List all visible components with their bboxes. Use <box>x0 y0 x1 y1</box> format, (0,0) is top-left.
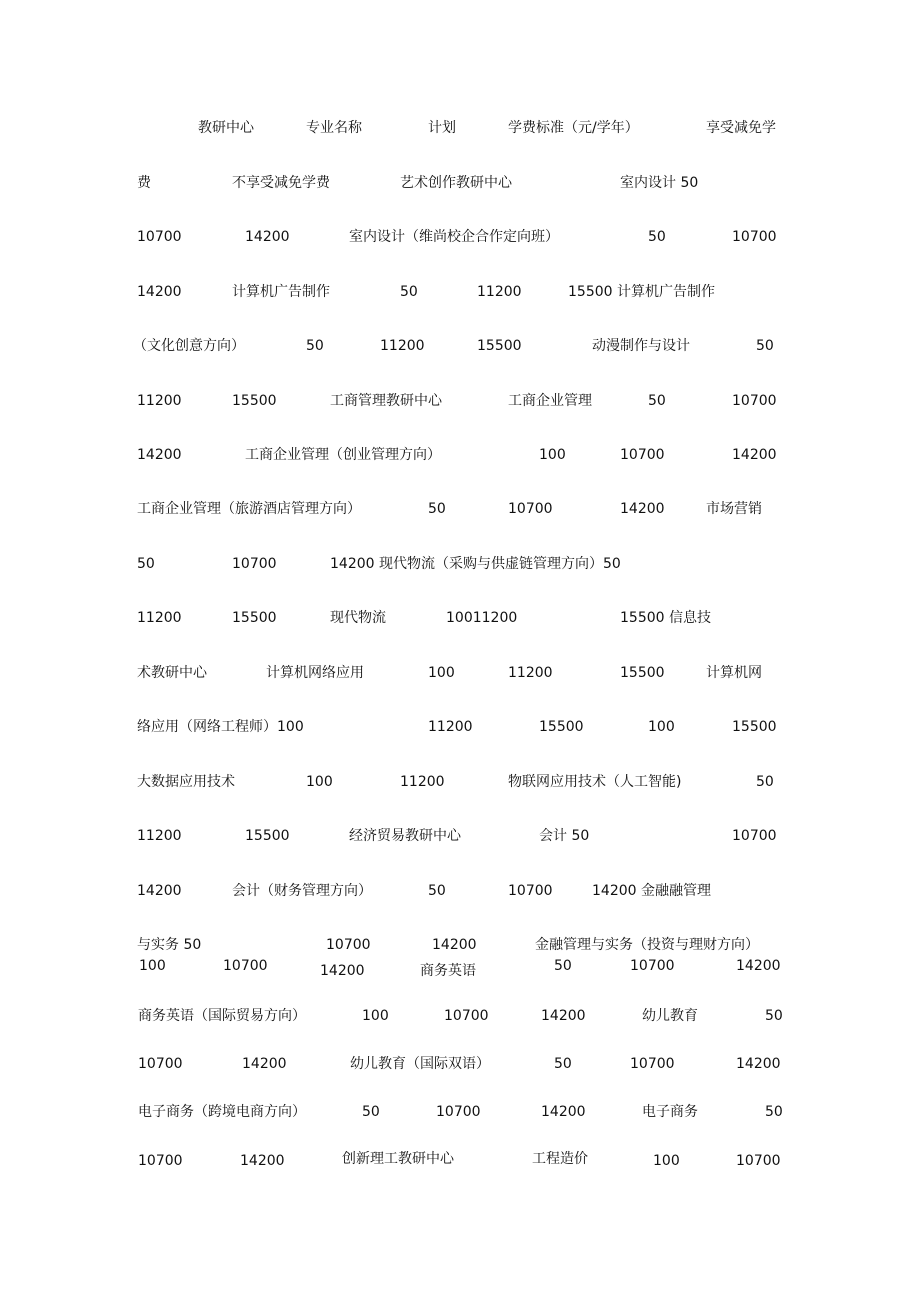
text-cell: 11200 <box>508 665 553 681</box>
text-cell: 10700 <box>138 1153 183 1169</box>
text-cell: 11200 <box>428 719 473 735</box>
text-cell: 电子商务 <box>642 1104 698 1120</box>
text-cell: 金融管理与实务（投资与理财方向） <box>535 937 759 953</box>
text-cell: 10700 <box>732 393 777 409</box>
text-cell: 络应用（网络工程师）100 <box>137 719 304 735</box>
text-cell: 14200 <box>137 284 182 300</box>
text-cell: 11200 <box>477 284 522 300</box>
text-cell: 10700 <box>436 1104 481 1120</box>
text-cell: 14200 <box>732 447 777 463</box>
text-cell: 电子商务（跨境电商方向） <box>138 1104 306 1120</box>
text-cell: 14200 <box>242 1056 287 1072</box>
text-cell: 术教研中心 <box>137 665 207 681</box>
text-cell: 50 <box>765 1008 783 1024</box>
text-cell: 15500 <box>477 338 522 354</box>
text-cell: 50 <box>428 501 446 517</box>
text-cell: 10700 <box>137 229 182 245</box>
text-cell: 15500 <box>732 719 777 735</box>
text-cell: 15500 <box>620 665 665 681</box>
text-cell: 100 <box>539 447 566 463</box>
text-cell: 50 <box>400 284 418 300</box>
text-cell: 不享受减免学费 <box>232 175 330 191</box>
text-cell: 14200 <box>137 883 182 899</box>
text-cell: 室内设计（维尚校企合作定向班） <box>349 229 559 245</box>
text-cell: 现代物流 <box>330 610 386 626</box>
text-cell: 11200 <box>137 393 182 409</box>
text-cell: 100 <box>139 958 166 974</box>
text-cell: 100 <box>362 1008 389 1024</box>
text-cell: 15500 计算机广告制作 <box>568 284 715 300</box>
text-cell: 10700 <box>508 883 553 899</box>
text-cell: 14200 <box>432 937 477 953</box>
text-cell: 工商企业管理 <box>508 393 592 409</box>
text-cell: 11200 <box>400 774 445 790</box>
text-cell: 11200 <box>137 610 182 626</box>
text-cell: 14200 <box>736 958 781 974</box>
text-cell: 50 <box>428 883 446 899</box>
text-cell: 15500 <box>232 610 277 626</box>
text-cell: 100 <box>306 774 333 790</box>
header-xuefei-biaozhun: 学费标准（元/学年） <box>508 120 639 136</box>
text-cell: 会计 50 <box>539 828 590 844</box>
text-cell: 幼儿教育（国际双语） <box>350 1056 490 1072</box>
text-cell: （文化创意方向） <box>133 338 245 354</box>
text-cell: 10700 <box>630 958 675 974</box>
text-cell: 50 <box>765 1104 783 1120</box>
text-cell: 50 <box>306 338 324 354</box>
text-cell: 14200 <box>541 1104 586 1120</box>
text-cell: 11200 <box>137 828 182 844</box>
text-cell: 大数据应用技术 <box>137 774 235 790</box>
text-cell: 14200 金融融管理 <box>592 883 711 899</box>
text-cell: 14200 <box>245 229 290 245</box>
text-cell: 10700 <box>326 937 371 953</box>
text-cell: 100 <box>653 1153 680 1169</box>
text-cell: 计算机网络应用 <box>266 665 364 681</box>
text-cell: 计算机网 <box>706 665 762 681</box>
text-cell: 艺术创作教研中心 <box>400 175 512 191</box>
text-cell: 15500 <box>539 719 584 735</box>
text-cell: 与实务 50 <box>137 937 202 953</box>
header-zhuanye-mingcheng: 专业名称 <box>306 120 362 136</box>
text-cell: 15500 信息技 <box>620 610 711 626</box>
text-cell: 10700 <box>736 1153 781 1169</box>
text-cell: 幼儿教育 <box>642 1008 698 1024</box>
text-cell: 50 <box>554 1056 572 1072</box>
text-cell: 50 <box>756 774 774 790</box>
header-jihua: 计划 <box>428 120 456 136</box>
text-cell: 10700 <box>138 1056 183 1072</box>
text-cell: 市场营销 <box>706 501 762 517</box>
text-cell: 14200 <box>320 963 365 979</box>
text-cell: 100 <box>648 719 675 735</box>
text-cell: 100 <box>428 665 455 681</box>
text-cell: 50 <box>648 393 666 409</box>
text-cell: 创新理工教研中心 <box>342 1151 454 1167</box>
text-cell: 14200 <box>541 1008 586 1024</box>
text-cell: 14200 <box>137 447 182 463</box>
text-cell: 10700 <box>508 501 553 517</box>
text-cell: 工商管理教研中心 <box>330 393 442 409</box>
text-cell: 10700 <box>732 229 777 245</box>
text-cell: 10011200 <box>446 610 518 626</box>
text-cell: 工商企业管理（旅游酒店管理方向） <box>137 501 361 517</box>
text-cell: 10700 <box>232 556 277 572</box>
text-cell: 14200 <box>620 501 665 517</box>
text-cell: 11200 <box>380 338 425 354</box>
text-cell: 工商企业管理（创业管理方向） <box>245 447 441 463</box>
text-cell: 15500 <box>232 393 277 409</box>
text-cell: 10700 <box>630 1056 675 1072</box>
text-cell: 10700 <box>223 958 268 974</box>
text-cell: 10700 <box>620 447 665 463</box>
text-cell: 费 <box>137 175 151 191</box>
text-cell: 10700 <box>444 1008 489 1024</box>
text-cell: 14200 <box>240 1153 285 1169</box>
text-cell: 10700 <box>732 828 777 844</box>
text-cell: 14200 现代物流（采购与供虚链管理方向）50 <box>330 556 621 572</box>
text-cell: 工程造价 <box>532 1151 588 1167</box>
text-cell: 50 <box>362 1104 380 1120</box>
text-cell: 50 <box>137 556 155 572</box>
text-cell: 15500 <box>245 828 290 844</box>
text-cell: 14200 <box>736 1056 781 1072</box>
text-cell: 会计（财务管理方向） <box>232 883 372 899</box>
text-cell: 室内设计 50 <box>620 175 699 191</box>
text-cell: 50 <box>554 958 572 974</box>
text-cell: 50 <box>756 338 774 354</box>
text-cell: 计算机广告制作 <box>232 284 330 300</box>
header-jiaoyan-zhongxin: 教研中心 <box>198 120 254 136</box>
text-cell: 商务英语 <box>420 963 476 979</box>
text-cell: 50 <box>648 229 666 245</box>
text-cell: 商务英语（国际贸易方向） <box>138 1008 306 1024</box>
header-xiangshou-jianmian: 享受减免学 <box>706 120 776 136</box>
text-cell: 动漫制作与设计 <box>592 338 690 354</box>
text-cell: 物联网应用技术（人工智能) <box>508 774 682 790</box>
text-cell: 经济贸易教研中心 <box>349 828 461 844</box>
